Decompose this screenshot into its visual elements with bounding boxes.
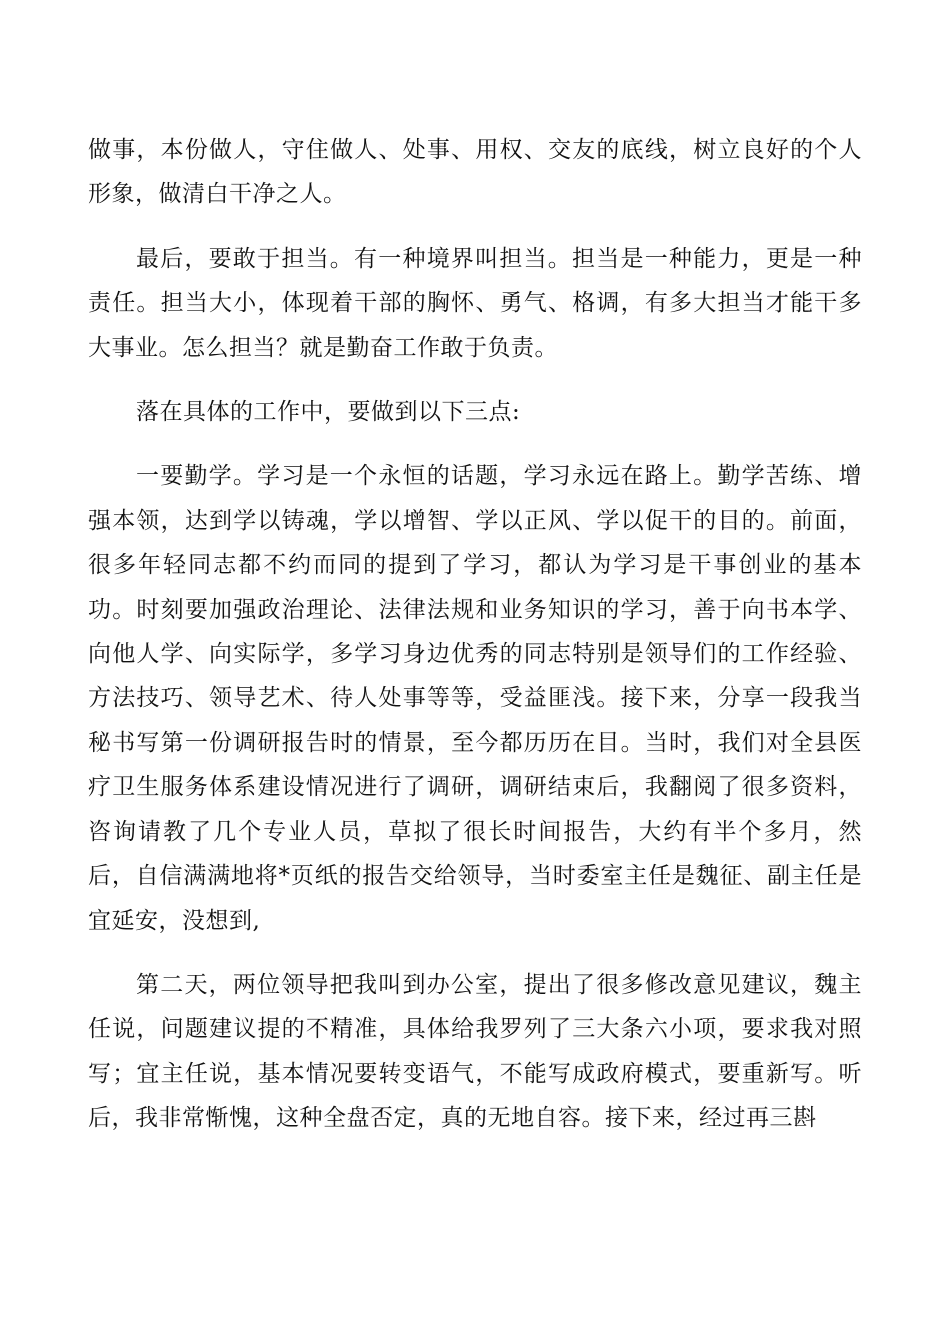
paragraph-1: 做事，本份做人，守住做人、处事、用权、交友的底线，树立良好的个人形象，做清白干净之人。 <box>88 137 862 208</box>
document-page <box>88 128 862 1141</box>
paragraph-3: 落在具体的工作中，要做到以下三点: <box>136 399 521 426</box>
paragraph-4: 一要勤学。学习是一个永恒的话题，学习永远在路上。勤学苦练、增强本领，达到学以铸魂，学以增智、学以正风、学以促干的目的。前面，很多年轻同志都不约而同的提到了学习，都认为学习是干事创业的基本功。时刻要加强政治理论、法律法规和业务知识的学习，善于向书本学、向他人学、向实际学，多学习身边优秀的同志特别是领导们的工作经验、方法技巧、领导艺术、待人处事等等，受益匪浅。接下来，分享一段我当秘书写第一份调研报告时的情景，至今都历历在目。当时，我们对全县医疗卫生服务体系建设情况进行了调研，调研结束后，我翻阅了很多资料，咨询请教了几个专业人员，草拟了很长时间报告，大约有半个多月，然后，自信满满地将*页纸的报告交给领导，当时委室主任是魏征、副主任是宜延安，没想到, <box>88 463 862 934</box>
paragraph-5: 第二天，两位领导把我叫到办公室，提出了很多修改意见建议，魏主任说，问题建议提的不精准，具体给我罗列了三大条六小项，要求我对照写；宜主任说，基本情况要转变语气，不能写成政府模式，要重新写。听后，我非常惭愧，这种全盘否定，真的无地自容。接下来，经过再三斟 <box>88 971 862 1132</box>
paragraph-2: 最后，要敢于担当。有一种境界叫担当。担当是一种能力，更是一种责任。担当大小，体现着干部的胸怀、勇气、格调，有多大担当才能干多大事业。怎么担当？就是勤奋工作敢于负责。 <box>88 245 862 361</box>
